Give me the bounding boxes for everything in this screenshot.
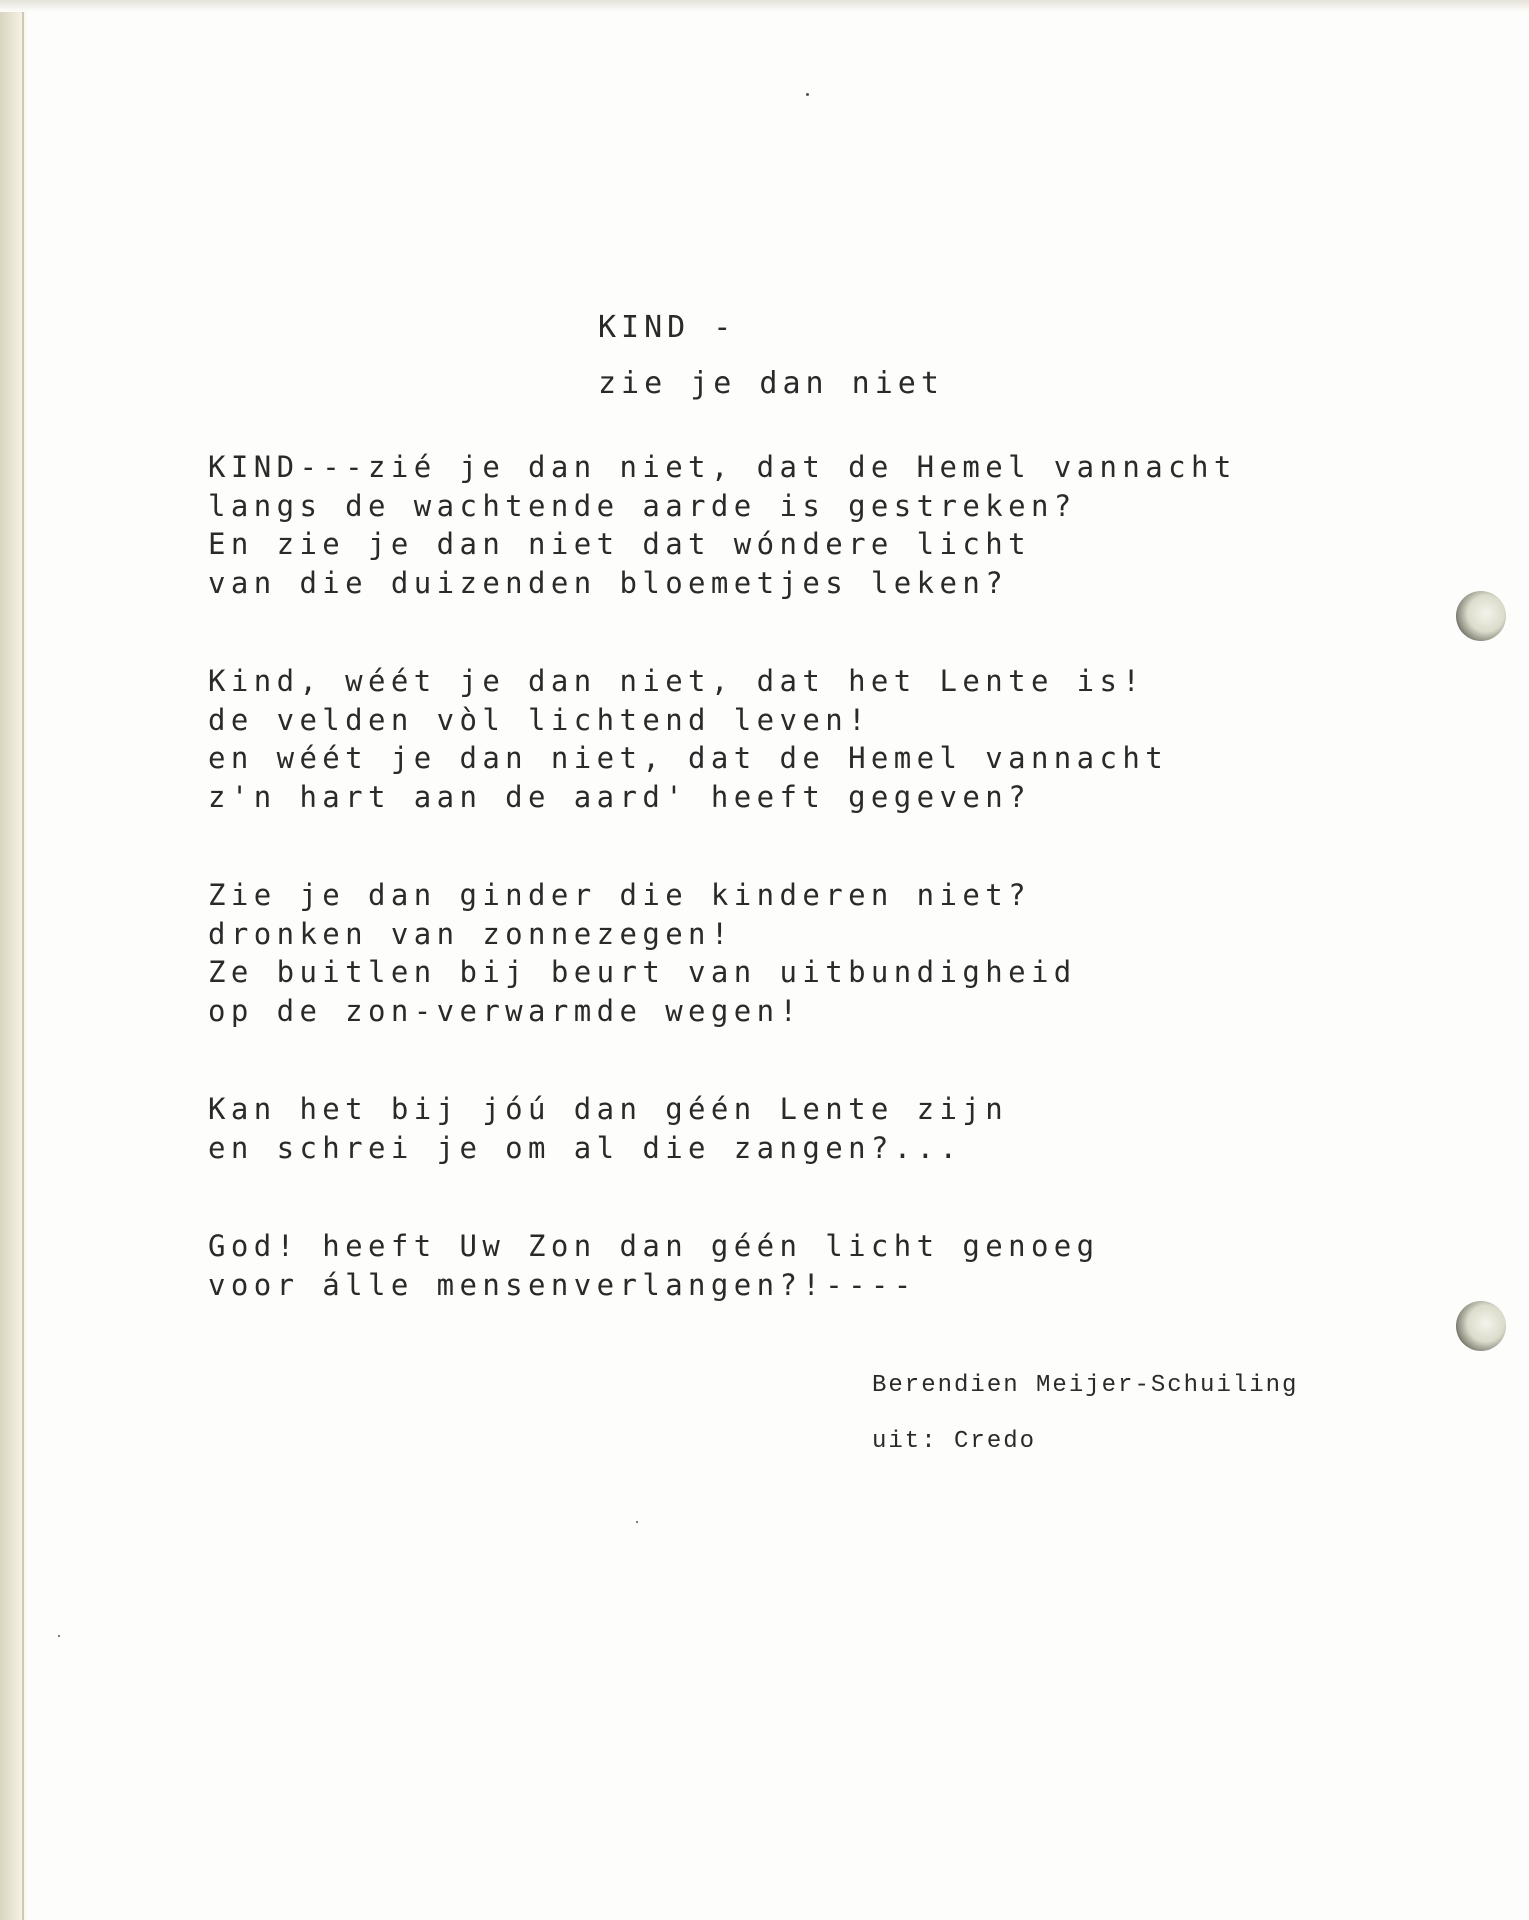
stanza-5 [208, 1227, 1237, 1304]
stanza-4 [208, 1090, 1237, 1167]
poem-line: z'n hart aan de aard' heeft gegeven? [208, 779, 1031, 814]
paper-speck [58, 1635, 60, 1637]
poem-line: van die duizenden bloemetjes leken? [208, 565, 1009, 600]
poem-line: Zie je dan ginder die kinderen niet? [208, 878, 1031, 912]
stanza-2 [208, 662, 1237, 816]
poem-line: de velden vòl lichtend leven! [208, 702, 871, 737]
poem-line: op de zon-verwarmde wegen! [208, 993, 803, 1028]
source-credit: uit: Credo [872, 1428, 1037, 1455]
poem-line: En zie je dan niet dat wóndere licht [208, 527, 1031, 561]
poem-line: dronken van zonnezegen! [208, 916, 734, 951]
paper-speck [806, 93, 809, 96]
author-name: Berendien Meijer-Schuiling [872, 1372, 1299, 1399]
poem-title [598, 300, 944, 412]
title-line-1: KIND - [598, 310, 737, 345]
poem-line: KIND---zié je dan niet, dat de Hemel vannacht [208, 450, 1237, 484]
poem-line: God! heeft Uw Zon dan géén licht genoeg [208, 1229, 1100, 1263]
paper-speck [636, 1521, 638, 1523]
page-top-edge [0, 0, 1529, 12]
signature-block [872, 1358, 1298, 1470]
poem-line: langs de wachtende aarde is gestreken? [208, 488, 1077, 523]
poem-line: Kan het bij jóú dan géén Lente zijn [208, 1092, 1009, 1126]
poem-line: en schrei je om al die zangen?... [208, 1130, 963, 1165]
stanza-1 [208, 448, 1237, 602]
poem-body [208, 448, 1237, 1364]
punch-hole-icon [1456, 1301, 1506, 1351]
poem-line: Kind, wéét je dan niet, dat het Lente is! [208, 664, 1146, 698]
punch-hole-icon [1456, 591, 1506, 641]
poem-line: en wéét je dan niet, dat de Hemel vannacht [208, 741, 1169, 775]
poem-line: voor álle mensenverlangen?!---- [208, 1267, 917, 1302]
title-line-2: zie je dan niet [598, 366, 944, 401]
poem-line: Ze buitlen bij beurt van uitbundigheid [208, 955, 1077, 989]
stanza-3 [208, 876, 1237, 1030]
page-edge-line [22, 0, 24, 1920]
